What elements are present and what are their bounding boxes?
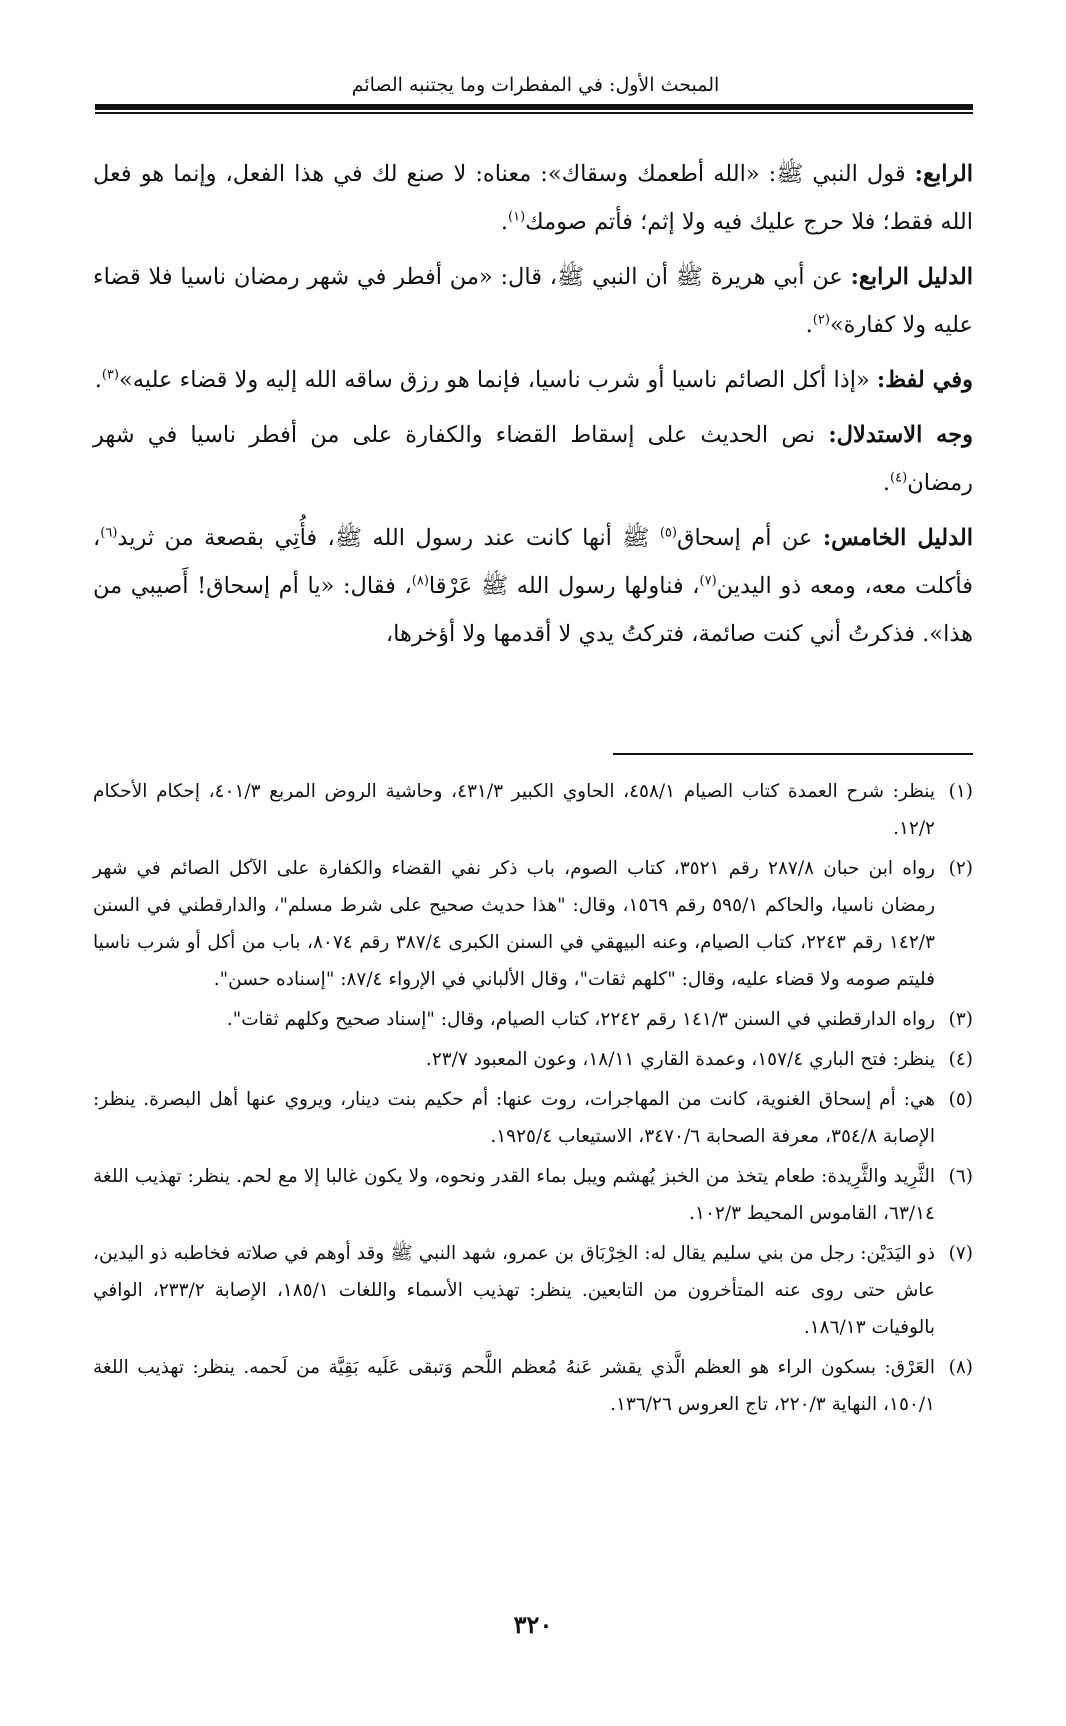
footnote-item	[93, 773, 973, 847]
footnotes-section	[93, 773, 973, 1426]
footnote-text: رواه ابن حبان ٢٨٧/٨ رقم ٣٥٢١، كتاب الصوم، باب ذكر نفي القضاء والكفارة على الآكل الصائم في شهر رمضان ناسيا، والحاكم ٥٩٥/١ رقم ١٥٦٩، وقال: "هذا حديث صحيح على شرط مسلم"، والدارقطني في السنن ١٤٢/٣ رقم ٢٢٤٣، كتاب الصيام، وعنه البيهقي في السنن الكبرى ٣٨٧/٤ رقم ٨٠٧٤، باب من أكل أو شرب ناسيا فليتم صومه ولا قضاء عليه، وقال: "كلهم ثقات"، وقال الألباني في الإرواء ٨٧/٤: "إسناده حسن".	[93, 858, 936, 990]
footnote-text: العَرْق: بسكون الراء هو العظم الَّذي يقشر عَنهُ مُعظم اللَّحم وَتبقى عَلَيه بَقِيَّة من لَحمه. ينظر: تهذيب اللغة ١٥٠/١، النهاية ٢٢٠/٣، تاج العروس ١٣٦/٢٦.	[93, 1357, 935, 1415]
footnote-text: الثَّرِيد والثَّرِيدة: طعام يتخذ من الخبز يُهشم ويبل بماء القدر ونحوه، ولا يكون غالبا إلا مع لحم. ينظر: تهذيب اللغة ٦٣/١٤، القاموس المحيط ١٠٢/٣.	[93, 1166, 935, 1224]
footnote-item	[93, 1235, 973, 1346]
paragraph-text: «إذا أكل الصائم ناسيا أو شرب ناسيا، فإنما هو رزق ساقه الله إليه ولا قضاء عليه»	[118, 367, 877, 393]
footnote-number: (٢)	[948, 858, 973, 879]
paragraph-text: عن أبي هريرة ﷺ أن النبي ﷺ، قال: «من أفطر في شهر رمضان ناسيا فلا قضاء عليه ولا كفارة»	[93, 264, 973, 338]
footnote-separator	[613, 753, 973, 755]
footnote-ref[interactable]: (٤)	[890, 470, 908, 486]
paragraph-lead: الدليل الخامس:	[822, 525, 974, 551]
paragraph-end: .	[94, 367, 102, 393]
footnote-item	[93, 1158, 973, 1232]
main-text	[93, 150, 973, 665]
paragraph-fourth	[93, 150, 973, 246]
paragraph-evidence-five	[93, 514, 973, 658]
footnote-text: ذو اليَدَيْن: رجل من بني سليم يقال له: الخِرْبَاق بن عمرو، شهد النبي ﷺ وقد أوهم في صلاته فخاطبه ذو اليدين، عاش حتى روى عنه المتأخرون من التابعين. ينظر: تهذيب الأسماء واللغات ١٨٥/١، الإصابة ٢٣٣/٢، الوافي بالوفيات ١٨٦/١٣.	[93, 1243, 935, 1338]
running-header: المبحث الأول: في المفطرات وما يجتنبه الصائم	[351, 74, 720, 96]
paragraph-lead: وجه الاستدلال:	[828, 422, 973, 448]
footnote-number: (١)	[948, 781, 973, 802]
footnote-item	[93, 1001, 973, 1038]
paragraph-text: عن أم إسحاق	[676, 525, 823, 551]
footnote-text: ينظر: فتح الباري ١٥٧/٤، وعمدة القاري ١٨/١١، وعون المعبود ٢٣/٧.	[425, 1049, 935, 1070]
footnote-number: (٧)	[948, 1243, 973, 1264]
paragraph-text: ، فقال: «يا أم إسحاق! أَصيبي من هذا». فذكرتُ أني كنت صائمة، فتركتُ يدي لا أقدمها ولا أؤخرها،	[93, 573, 973, 647]
paragraph-lead: الرابع:	[914, 161, 973, 187]
paragraph-text: ، فأكلت معه، ومعه ذو اليدين	[93, 525, 974, 599]
footnote-number: (٤)	[948, 1049, 973, 1070]
page-number: ٣٢٠	[513, 1610, 553, 1639]
paragraph-lead: وفي لفظ:	[876, 367, 973, 393]
footnote-ref[interactable]: (٥)	[659, 525, 677, 541]
footnote-ref[interactable]: (٨)	[411, 573, 429, 589]
footnote-item	[93, 850, 973, 998]
paragraph-text: نص الحديث على إسقاط القضاء والكفارة على من أفطر ناسيا في شهر رمضان	[93, 422, 973, 496]
footnote-item	[93, 1349, 973, 1423]
footnote-ref[interactable]: (٦)	[100, 525, 118, 541]
paragraph-evidence-four	[93, 253, 973, 349]
paragraph-end: .	[805, 312, 813, 338]
paragraph-text: قول النبي ﷺ: «الله أطعمك وسقاك»: معناه: لا صنع لك في هذا الفعل، وإنما هو فعل الله فقط؛ فلا حرج عليك فيه ولا إثم؛ فأتم صومك	[93, 161, 973, 235]
footnote-text: هي: أم إسحاق الغنوية، كانت من المهاجرات، روت عنها: أم حكيم بنت دينار، ويروي عنها أهل البصرة. ينظر: الإصابة ٣٥٤/٨، معرفة الصحابة ٣٤٧٠/٦، الاستيعاب ١٩٢٥/٤.	[93, 1089, 935, 1147]
paragraph-inference	[93, 411, 973, 507]
footnote-item	[93, 1041, 973, 1078]
paragraph-end: .	[500, 209, 509, 235]
footnote-ref[interactable]: (٢)	[812, 312, 830, 328]
paragraph-text: ، فناولها رسول الله ﷺ عَرْقا	[428, 573, 700, 599]
footnote-text: رواه الدارقطني في السنن ١٤١/٣ رقم ٢٢٤٢، كتاب الصيام، وقال: "إسناد صحيح وكلهم ثقات".	[226, 1009, 935, 1030]
footnote-number: (٣)	[948, 1009, 973, 1030]
footnote-number: (٦)	[948, 1166, 973, 1187]
footnote-ref[interactable]: (١)	[508, 209, 526, 225]
footnote-ref[interactable]: (٣)	[101, 367, 119, 383]
paragraph-text: ﷺ أنها كانت عند رسول الله ﷺ، فأُتِي بقصعة من ثريد	[117, 525, 660, 551]
footnote-text: ينظر: شرح العمدة كتاب الصيام ٤٥٨/١، الحاوي الكبير ٤٣١/٣، وحاشية الروض المربع ٤٠١/٣، إحكام الأحكام ١٢/٢.	[93, 781, 935, 839]
footnote-item	[93, 1081, 973, 1155]
header-rule-thin	[95, 112, 973, 114]
header-rule-thick	[95, 104, 973, 110]
footnote-number: (٥)	[948, 1089, 973, 1110]
footnote-ref[interactable]: (٧)	[699, 573, 717, 589]
paragraph-end: .	[882, 470, 891, 496]
paragraph-other-wording	[93, 356, 973, 404]
footnote-number: (٨)	[948, 1357, 973, 1378]
paragraph-lead: الدليل الرابع:	[850, 264, 973, 290]
